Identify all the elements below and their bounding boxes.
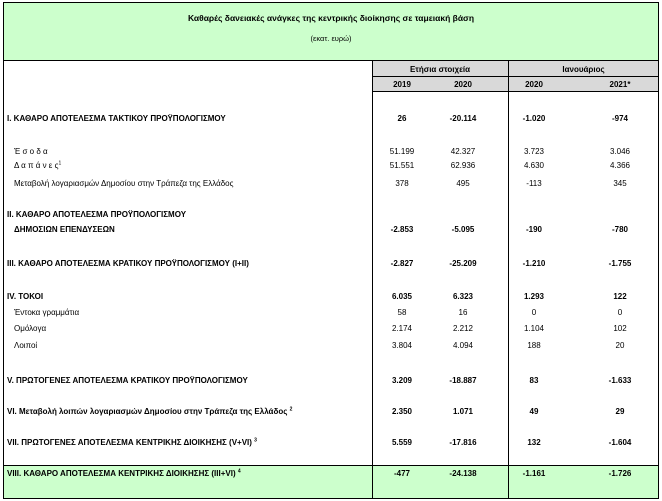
cell-value: -1.726 [608, 469, 632, 478]
cell-value: 5.559 [391, 438, 413, 447]
footnote-marker: 3 [254, 437, 257, 444]
row-label [14, 159, 61, 173]
table-header-box [4, 3, 658, 61]
cell-value: -1.604 [608, 438, 632, 447]
cell-value: -974 [611, 114, 628, 123]
row-label-text: VII. ΠΡΩΤΟΓΕΝΕΣ ΑΠΟΤΕΛΕΣΜΑ ΚΕΝΤΡΙΚΗΣ ΔΙΟΙΚΗΣΗΣ (V+VI) [7, 438, 252, 447]
table-row [4, 257, 658, 271]
cell-value: 29 [615, 407, 625, 416]
table-row [4, 467, 658, 481]
cell-value: 0 [531, 308, 537, 317]
row-label [7, 436, 257, 450]
cell-value: -1.020 [522, 114, 546, 123]
cell-value: 49 [529, 407, 539, 416]
cell-value: -20.114 [449, 114, 477, 123]
cell-value: 83 [529, 376, 539, 385]
header-year: 2019 [393, 80, 411, 89]
cell-value: -477 [393, 469, 410, 478]
cell-value: -113 [526, 179, 542, 188]
row-label: II. ΚΑΘΑΡΟ ΑΠΟΤΕΛΕΣΜΑ ΠΡΟΫΠΟΛΟΓΙΣΜΟΥ [7, 210, 187, 219]
header-year: 2021* [609, 80, 631, 89]
row-label: V. ΠΡΩΤΟΓΕΝΕΣ ΑΠΟΤΕΛΕΣΜΑ ΚΡΑΤΙΚΟΥ ΠΡΟΫΠΟΛΟΓΙΣΜΟΥ [7, 376, 248, 385]
footnote-marker: 1 [58, 160, 62, 167]
cell-value: -5.095 [451, 225, 475, 234]
cell-value: 1.071 [452, 407, 474, 416]
row-label: Έ σ ο δ α [14, 147, 48, 156]
header-year: 2020 [525, 80, 543, 89]
row-label: I. ΚΑΘΑΡΟ ΑΠΟΤΕΛΕΣΜΑ ΤΑΚΤΙΚΟΥ ΠΡΟΫΠΟΛΟΓΙΣΜΟΥ [7, 114, 226, 123]
cell-value: 188 [527, 341, 541, 350]
header-january: Ιανουάριος [562, 65, 605, 74]
cell-value: -18.887 [449, 376, 477, 385]
cell-value: 58 [397, 308, 407, 317]
table-row [4, 112, 658, 126]
row-label: ΔΗΜΟΣΙΩΝ ΕΠΕΝΔΥΣΕΩΝ [14, 225, 115, 234]
row-label [7, 467, 241, 481]
cell-value: -17.816 [449, 438, 477, 447]
cell-value: -25.209 [449, 259, 477, 268]
row-label: Μεταβολή λογαριασμών Δημοσίου στην Τράπεζα της Ελλάδος [14, 179, 234, 188]
table-row [4, 306, 658, 320]
row-label: Ομόλογα [14, 324, 47, 333]
cell-value: 16 [458, 308, 468, 317]
header-annual: Ετήσια στοιχεία [409, 65, 471, 74]
table-row [4, 322, 658, 336]
table-row [4, 159, 658, 173]
footnote-marker: 4 [237, 468, 241, 475]
footnote-marker: 2 [289, 406, 293, 413]
cell-value: 4.366 [609, 161, 631, 170]
row-label-text: Δ α π ά ν ε ς [14, 161, 59, 170]
cell-value: -1.633 [608, 376, 632, 385]
cell-value: -1.210 [522, 259, 546, 268]
cell-value: 6.323 [452, 292, 474, 301]
row-label: III. ΚΑΘΑΡΟ ΑΠΟΤΕΛΕΣΜΑ ΚΡΑΤΙΚΟΥ ΠΡΟΫΠΟΛΟΓΙΣΜΟΥ (I+II) [7, 259, 249, 268]
row-label-text: VIII. ΚΑΘΑΡΟ ΑΠΟΤΕΛΕΣΜΑ ΚΕΝΤΡΙΚΗΣ ΔΙΟΙΚΗΣΗΣ (III+VI) [7, 469, 236, 478]
cell-value: 378 [395, 179, 409, 188]
table-row [4, 339, 658, 353]
cell-value: 51.551 [389, 161, 415, 170]
cell-value: 20 [615, 341, 625, 350]
row-label: IV. ΤΟΚΟΙ [7, 292, 44, 301]
cell-value: -24.138 [449, 469, 477, 478]
cell-value: 495 [456, 179, 470, 188]
col-divider [372, 61, 373, 498]
cell-value: -1.161 [522, 469, 546, 478]
table-row [4, 436, 658, 450]
cell-value: 102 [613, 324, 627, 333]
cell-value: 2.174 [391, 324, 413, 333]
header-divider [372, 76, 658, 77]
row-label [7, 405, 292, 419]
table-row [4, 177, 658, 191]
table-row [4, 223, 658, 237]
table-row [4, 374, 658, 388]
cell-value: 62.936 [450, 161, 476, 170]
row-label: Λοιποί [14, 341, 38, 350]
cell-value: 1.104 [523, 324, 545, 333]
cell-value: 51.199 [389, 147, 415, 156]
cell-value: 3.046 [609, 147, 631, 156]
table-title: Καθαρές δανειακές ανάγκες της κεντρικής διοίκησης σε ταμειακή βάση [187, 13, 475, 23]
cell-value: 1.293 [523, 292, 545, 301]
cell-value: -2.827 [390, 259, 414, 268]
table-row [4, 405, 658, 419]
cell-value: 132 [527, 438, 541, 447]
cell-value: -780 [611, 225, 628, 234]
cell-value: 4.094 [452, 341, 474, 350]
fiscal-table [3, 2, 659, 499]
header-divider [372, 91, 658, 92]
cell-value: 6.035 [391, 292, 413, 301]
cell-value: 3.723 [523, 147, 545, 156]
row-label-text: VI. Μεταβολή λοιπών λογαριασμών Δημοσίου στην Τράπεζα της Ελλάδος [7, 407, 288, 416]
table-subtitle: (εκατ. ευρώ) [310, 34, 352, 43]
table-row [4, 145, 658, 159]
cell-value: -190 [525, 225, 542, 234]
cell-value: 4.630 [523, 161, 545, 170]
cell-value: 26 [397, 114, 407, 123]
cell-value: 0 [617, 308, 623, 317]
table-row [4, 290, 658, 304]
table-row [4, 208, 658, 222]
cell-value: 122 [613, 292, 627, 301]
header-year: 2020 [454, 80, 472, 89]
cell-value: -1.755 [608, 259, 632, 268]
row-label: Έντοκα γραμμάτια [14, 308, 80, 317]
cell-value: -2.853 [390, 225, 414, 234]
cell-value: 345 [613, 179, 627, 188]
cell-value: 3.804 [391, 341, 413, 350]
cell-value: 2.350 [391, 407, 413, 416]
cell-value: 42.327 [450, 147, 476, 156]
col-divider [508, 61, 509, 498]
cell-value: 2.212 [452, 324, 474, 333]
cell-value: 3.209 [391, 376, 413, 385]
